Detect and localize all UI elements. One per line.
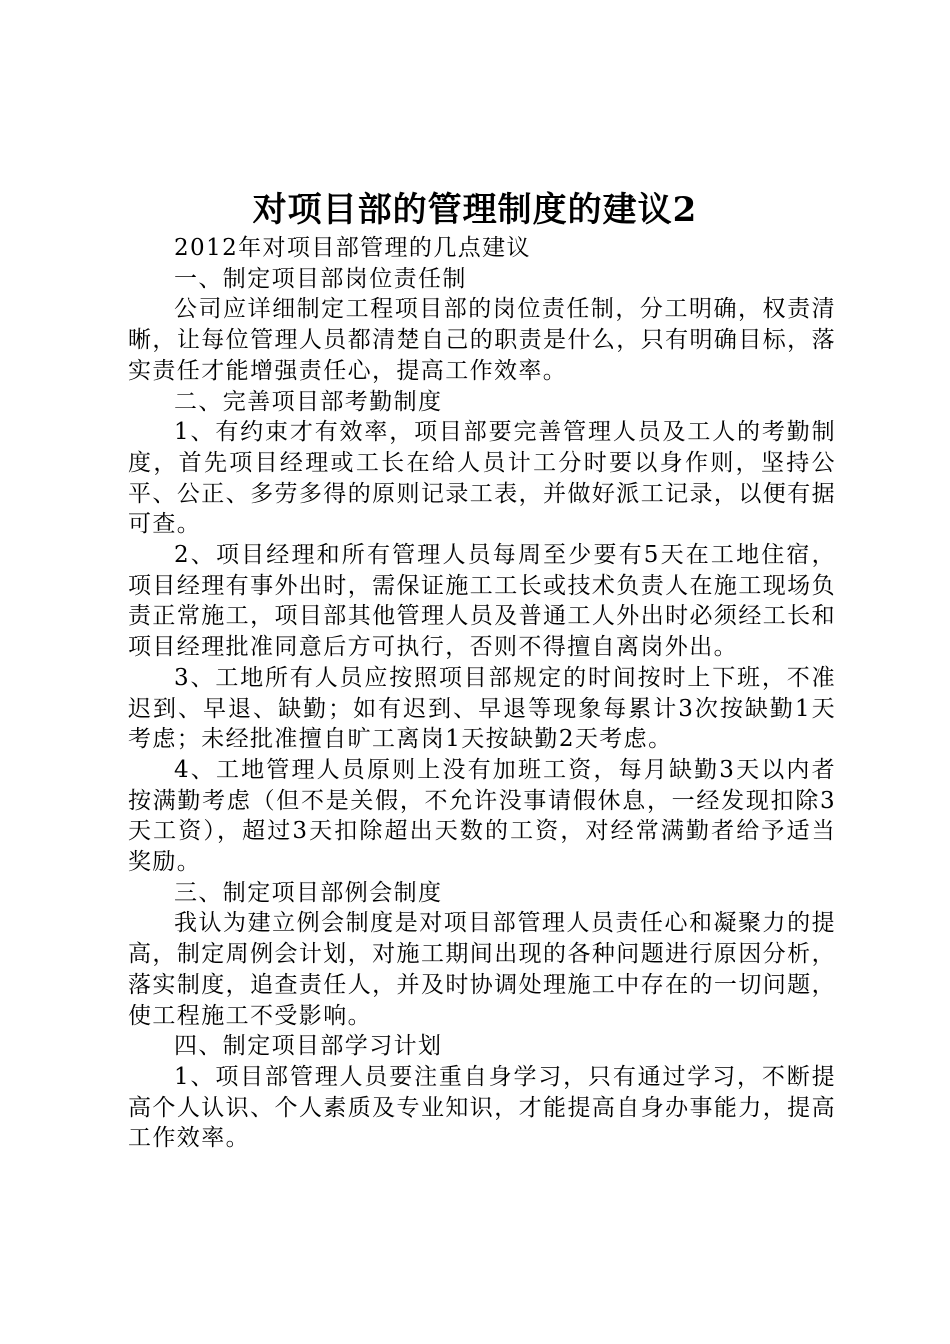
- paragraph: 我认为建立例会制度是对项目部管理人员责任心和凝聚力的提高，制定周例会计划，对施工期间出现的各种问题进行原因分析，落实制度，追查责任人，并及时协调处理施工中存在的一切问题，使工程施工不受影响。: [128, 910, 836, 1029]
- paragraph: 2、项目经理和所有管理人员每周至少要有5天在工地住宿，项目经理有事外出时，需保证施工工长或技术负责人在施工现场负责正常施工，项目部其他管理人员及普通工人外出时必须经工长和项目经理批准同意后方可执行，否则不得擅自离岗外出。: [128, 542, 836, 661]
- paragraph: 公司应详细制定工程项目部的岗位责任制，分工明确，权责清晰，让每位管理人员都清楚自己的职责是什么，只有明确目标，落实责任才能增强责任心，提高工作效率。: [128, 296, 836, 384]
- section-heading-4: 四、制定项目部学习计划: [174, 1033, 443, 1060]
- paragraph: 1、有约束才有效率，项目部要完善管理人员及工人的考勤制度，首先项目经理或工长在给人员计工分时要以身作则，坚持公平、公正、多劳多得的原则记录工表，并做好派工记录，以便有据可查。: [128, 419, 836, 538]
- section-heading-2: 二、完善项目部考勤制度: [174, 388, 443, 415]
- paragraph: 1、项目部管理人员要注重自身学习，只有通过学习，不断提高个人认识、个人素质及专业知识，才能提高自身办事能力，提高工作效率。: [128, 1063, 836, 1152]
- section-heading-3: 三、制定项目部例会制度: [174, 879, 443, 906]
- paragraph: 3、工地所有人员应按照项目部规定的时间按时上下班，不准迟到、早退、缺勤；如有迟到、早退等现象每累计3次按缺勤1天考虑；未经批准擅自旷工离岗1天按缺勤2天考虑。: [128, 664, 836, 753]
- document-title: 对项目部的管理制度的建议2: [252, 190, 698, 230]
- paragraph: 4、工地管理人员原则上没有加班工资，每月缺勤3天以内者按满勤考虑（但不是关假，不允许没事请假休息，一经发现扣除3天工资），超过3天扣除超出天数的工资，对经常满勤者给予适当奖励。: [128, 756, 836, 876]
- paragraph-subtitle: 2012年对项目部管理的几点建议: [174, 235, 531, 261]
- section-heading-1: 一、制定项目部岗位责任制: [174, 265, 467, 292]
- document-body: [128, 233, 836, 1154]
